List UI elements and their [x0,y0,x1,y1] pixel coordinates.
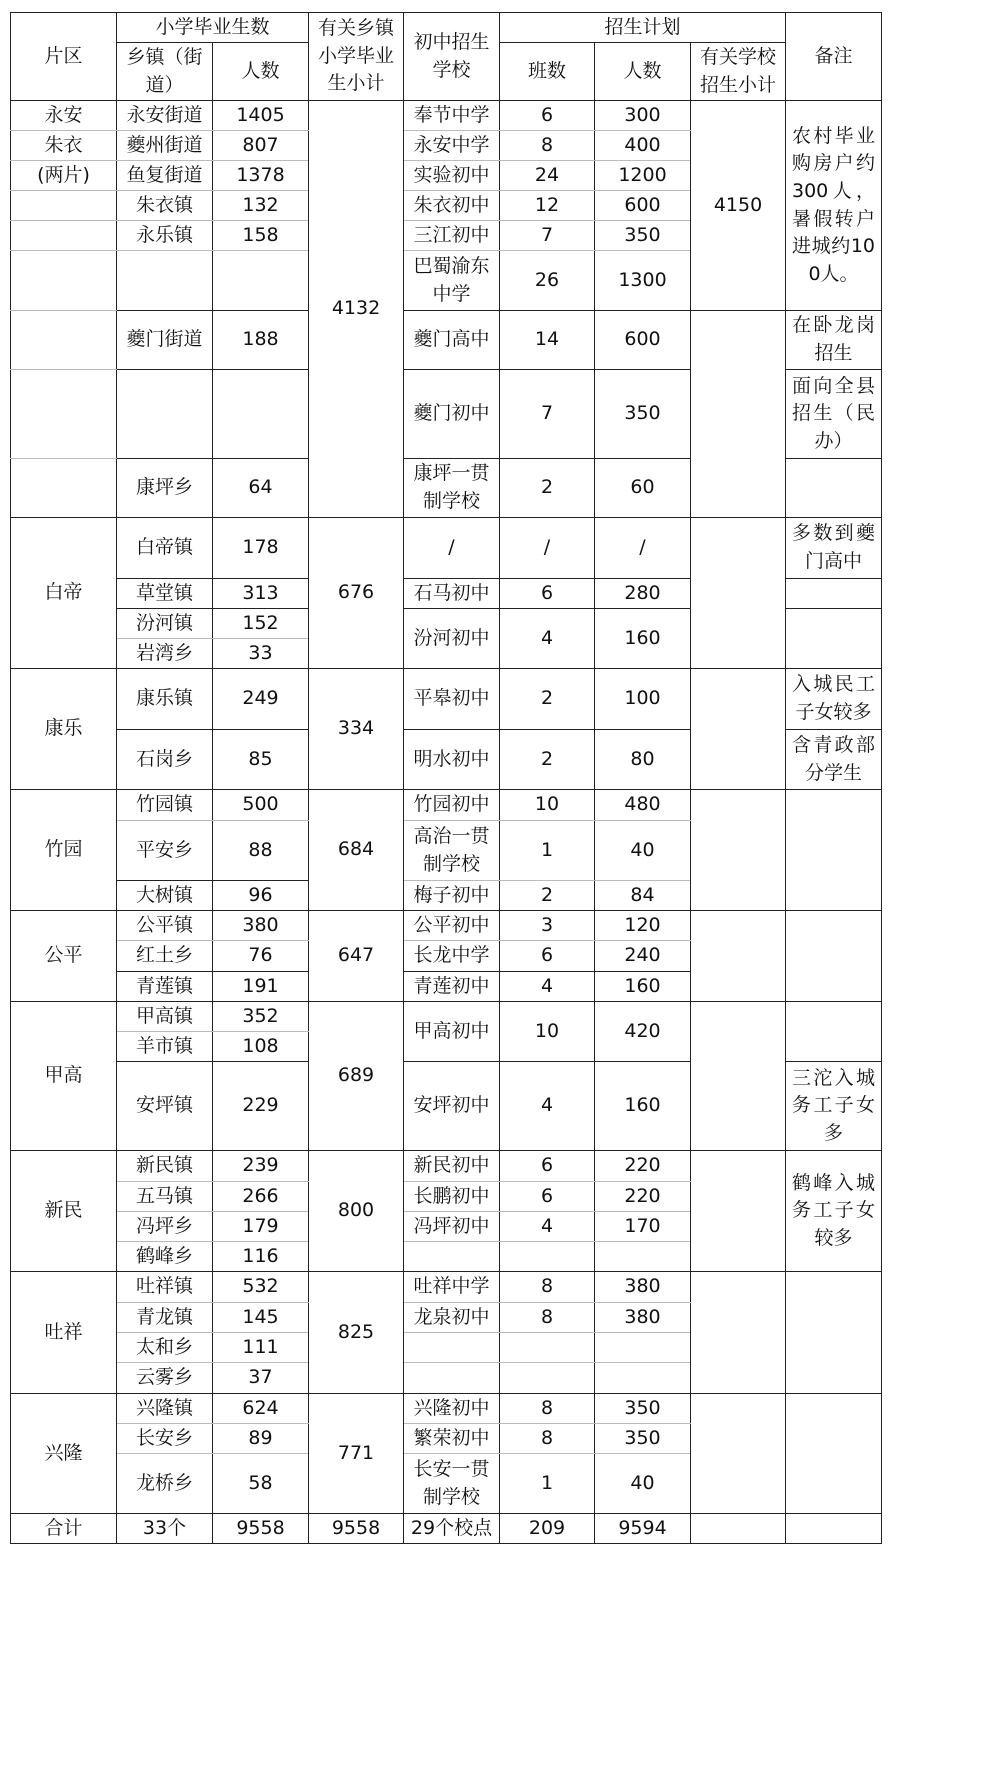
header-area: 片区 [11,13,117,101]
school-cell: 冯坪初中 [404,1212,500,1242]
school-cell: 兴隆初中 [404,1394,500,1424]
school-subtotal-cell [691,1272,786,1394]
grad-count-cell: 1405 [213,101,309,131]
school-cell: 新民初中 [404,1151,500,1182]
enroll-cell: 300 [595,101,691,131]
town-subtotal-cell: 676 [309,518,404,669]
town-cell: 五马镇 [117,1182,213,1212]
enroll-cell: 420 [595,1002,691,1062]
grad-count-cell: 380 [213,911,309,941]
area-cell: (两片) [11,161,117,191]
enroll-cell: 350 [595,1394,691,1424]
town-cell [117,251,213,311]
header-classes: 班数 [500,43,595,101]
area-cell: 朱衣 [11,131,117,161]
town-cell: 新民镇 [117,1151,213,1182]
total-note [786,1514,882,1544]
town-cell: 岩湾乡 [117,639,213,669]
total-grads: 9558 [213,1514,309,1544]
classes-cell: 6 [500,1182,595,1212]
enroll-cell: 220 [595,1182,691,1212]
header-note: 备注 [786,13,882,101]
area-cell [11,221,117,251]
enroll-cell: 240 [595,941,691,972]
note-cell: 在卧龙岗招生 [786,311,882,370]
classes-cell [500,1242,595,1272]
town-cell: 永安街道 [117,101,213,131]
town-cell: 永乐镇 [117,221,213,251]
town-subtotal-cell: 4132 [309,101,404,518]
header-grad-count: 人数 [213,43,309,101]
total-towns: 33个 [117,1514,213,1544]
note-cell [786,1394,882,1514]
school-subtotal-cell [691,911,786,1002]
school-cell: 永安中学 [404,131,500,161]
note-cell: 多数到夔门高中 [786,518,882,579]
town-cell: 草堂镇 [117,579,213,609]
school-cell [404,1333,500,1363]
area-cell: 新民 [11,1151,117,1272]
school-subtotal-cell [691,1002,786,1151]
town-cell: 夔门街道 [117,311,213,370]
school-cell: 长鹏初中 [404,1182,500,1212]
header-enroll-count: 人数 [595,43,691,101]
town-subtotal-cell: 689 [309,1002,404,1151]
header-town-subtotal: 有关乡镇小学毕业生小计 [309,13,404,101]
total-classes: 209 [500,1514,595,1544]
classes-cell: 14 [500,311,595,370]
town-cell: 甲高镇 [117,1002,213,1032]
enroll-cell: 160 [595,609,691,669]
classes-cell: 10 [500,790,595,821]
town-cell: 汾河镇 [117,609,213,639]
enroll-cell: 40 [595,1454,691,1514]
school-cell: 公平初中 [404,911,500,941]
town-cell: 兴隆镇 [117,1394,213,1424]
grad-count-cell: 500 [213,790,309,821]
enroll-cell [595,1363,691,1394]
grad-count-cell: 88 [213,821,309,881]
grad-count-cell: 89 [213,1424,309,1454]
school-cell: 繁荣初中 [404,1424,500,1454]
town-cell: 大树镇 [117,881,213,911]
note-cell: 农村毕业购房户约300人，暑假转户进城约100人。 [786,101,882,311]
town-subtotal-cell: 800 [309,1151,404,1272]
grad-count-cell: 96 [213,881,309,911]
note-cell: 三沱入城务工子女多 [786,1062,882,1151]
school-cell: 长安一贯制学校 [404,1454,500,1514]
enroll-cell: 380 [595,1272,691,1303]
school-cell: 平皋初中 [404,669,500,730]
note-cell [786,790,882,911]
note-cell [786,579,882,609]
classes-cell: 2 [500,669,595,730]
enroll-cell: 100 [595,669,691,730]
classes-cell: 6 [500,101,595,131]
total-enroll: 9594 [595,1514,691,1544]
enroll-cell: 80 [595,730,691,790]
area-cell: 竹园 [11,790,117,911]
grad-count-cell [213,370,309,459]
grad-count-cell: 313 [213,579,309,609]
grad-count-cell: 116 [213,1242,309,1272]
note-cell: 含青政部分学生 [786,730,882,790]
school-cell: 实验初中 [404,161,500,191]
classes-cell: 6 [500,941,595,972]
town-subtotal-cell: 684 [309,790,404,911]
grad-count-cell: 229 [213,1062,309,1151]
grad-count-cell: 191 [213,972,309,1002]
grad-count-cell: 807 [213,131,309,161]
town-cell: 朱衣镇 [117,191,213,221]
enroll-cell: 1200 [595,161,691,191]
header-school-subtotal: 有关学校招生小计 [691,43,786,101]
town-cell: 青龙镇 [117,1303,213,1333]
header-grads-group: 小学毕业生数 [117,13,309,43]
enroll-cell: 1300 [595,251,691,311]
area-cell: 康乐 [11,669,117,790]
grad-count-cell [213,251,309,311]
enroll-cell: 400 [595,131,691,161]
grad-count-cell: 266 [213,1182,309,1212]
town-cell: 竹园镇 [117,790,213,821]
total-school-subtotal [691,1514,786,1544]
grad-count-cell: 64 [213,459,309,518]
enroll-cell [595,1242,691,1272]
town-cell: 红土乡 [117,941,213,972]
enroll-cell: 350 [595,221,691,251]
classes-cell: 1 [500,821,595,881]
enroll-cell: 160 [595,1062,691,1151]
grad-count-cell: 239 [213,1151,309,1182]
school-cell: 夔门高中 [404,311,500,370]
enroll-cell: 160 [595,972,691,1002]
grad-count-cell: 58 [213,1454,309,1514]
grad-count-cell: 352 [213,1002,309,1032]
area-cell [11,459,117,518]
area-cell: 兴隆 [11,1394,117,1514]
school-cell: 长龙中学 [404,941,500,972]
grad-count-cell: 145 [213,1303,309,1333]
grad-count-cell: 85 [213,730,309,790]
school-cell: 康坪一贯制学校 [404,459,500,518]
note-cell [786,609,882,669]
school-cell: 竹园初中 [404,790,500,821]
school-cell: 吐祥中学 [404,1272,500,1303]
school-cell: 甲高初中 [404,1002,500,1062]
classes-cell: 8 [500,1424,595,1454]
school-cell: 明水初中 [404,730,500,790]
enroll-cell: 220 [595,1151,691,1182]
enroll-cell: 84 [595,881,691,911]
grad-count-cell: 179 [213,1212,309,1242]
classes-cell: 8 [500,1272,595,1303]
town-cell: 公平镇 [117,911,213,941]
classes-cell: 8 [500,1394,595,1424]
grad-count-cell: 132 [213,191,309,221]
enroll-cell: 350 [595,370,691,459]
area-cell [11,311,117,370]
school-cell [404,1242,500,1272]
enroll-cell: 350 [595,1424,691,1454]
classes-cell: 2 [500,881,595,911]
classes-cell: 6 [500,1151,595,1182]
school-subtotal-cell: 4150 [691,101,786,311]
classes-cell: 12 [500,191,595,221]
grad-count-cell: 532 [213,1272,309,1303]
school-subtotal-cell [691,669,786,790]
classes-cell: 4 [500,1212,595,1242]
town-cell: 羊市镇 [117,1032,213,1062]
town-cell: 安坪镇 [117,1062,213,1151]
town-cell: 白帝镇 [117,518,213,579]
area-cell [11,370,117,459]
school-cell: 高治一贯制学校 [404,821,500,881]
school-cell: 奉节中学 [404,101,500,131]
grad-count-cell: 33 [213,639,309,669]
enroll-cell: 120 [595,911,691,941]
enroll-cell: 480 [595,790,691,821]
note-cell: 面向全县招生（民办） [786,370,882,459]
note-cell [786,1272,882,1394]
grad-count-cell: 1378 [213,161,309,191]
school-cell: / [404,518,500,579]
note-cell: 鹤峰入城务工子女较多 [786,1151,882,1272]
note-cell [786,459,882,518]
classes-cell: 4 [500,1062,595,1151]
town-cell [117,370,213,459]
area-cell: 永安 [11,101,117,131]
area-cell [11,191,117,221]
grad-count-cell: 76 [213,941,309,972]
town-cell: 平安乡 [117,821,213,881]
school-cell [404,1363,500,1394]
grad-count-cell: 178 [213,518,309,579]
enroll-cell: / [595,518,691,579]
area-cell: 甲高 [11,1002,117,1151]
enroll-cell [595,1333,691,1363]
grad-count-cell: 108 [213,1032,309,1062]
note-cell [786,1002,882,1062]
school-cell: 夔门初中 [404,370,500,459]
enroll-cell: 600 [595,191,691,221]
grad-count-cell: 152 [213,609,309,639]
header-plan-group: 招生计划 [500,13,786,43]
town-cell: 长安乡 [117,1424,213,1454]
school-cell: 梅子初中 [404,881,500,911]
school-cell: 朱衣初中 [404,191,500,221]
total-label: 合计 [11,1514,117,1544]
town-cell: 鱼复街道 [117,161,213,191]
grad-count-cell: 111 [213,1333,309,1363]
town-subtotal-cell: 771 [309,1394,404,1514]
enroll-cell: 60 [595,459,691,518]
classes-cell: 8 [500,131,595,161]
classes-cell: 1 [500,1454,595,1514]
enroll-cell: 170 [595,1212,691,1242]
town-cell: 吐祥镇 [117,1272,213,1303]
classes-cell: 26 [500,251,595,311]
classes-cell: 6 [500,579,595,609]
header-school: 初中招生学校 [404,13,500,101]
school-subtotal-cell [691,459,786,518]
school-cell: 青莲初中 [404,972,500,1002]
town-cell: 太和乡 [117,1333,213,1363]
school-cell: 汾河初中 [404,609,500,669]
school-subtotal-cell [691,518,786,669]
school-cell: 安坪初中 [404,1062,500,1151]
classes-cell: 7 [500,370,595,459]
town-cell: 康乐镇 [117,669,213,730]
enroll-cell: 600 [595,311,691,370]
grad-count-cell: 624 [213,1394,309,1424]
school-subtotal-cell [691,311,786,370]
total-subtotal: 9558 [309,1514,404,1544]
header-town: 乡镇（街道） [117,43,213,101]
area-cell: 公平 [11,911,117,1002]
area-cell [11,251,117,311]
classes-cell [500,1363,595,1394]
school-subtotal-cell [691,1151,786,1272]
grad-count-cell: 188 [213,311,309,370]
classes-cell: 10 [500,1002,595,1062]
grad-count-cell: 37 [213,1363,309,1394]
classes-cell: 24 [500,161,595,191]
classes-cell: 2 [500,459,595,518]
town-cell: 夔州街道 [117,131,213,161]
area-cell: 白帝 [11,518,117,669]
school-cell: 三江初中 [404,221,500,251]
classes-cell: 7 [500,221,595,251]
enroll-cell: 40 [595,821,691,881]
note-cell: 入城民工子女较多 [786,669,882,730]
note-cell [786,911,882,1002]
school-subtotal-cell [691,790,786,911]
town-cell: 龙桥乡 [117,1454,213,1514]
grad-count-cell: 249 [213,669,309,730]
school-subtotal-cell [691,1394,786,1514]
town-cell: 鹤峰乡 [117,1242,213,1272]
classes-cell: 8 [500,1303,595,1333]
town-subtotal-cell: 825 [309,1272,404,1394]
school-cell: 石马初中 [404,579,500,609]
classes-cell: 3 [500,911,595,941]
classes-cell: 2 [500,730,595,790]
school-cell: 龙泉初中 [404,1303,500,1333]
classes-cell: 4 [500,972,595,1002]
grad-count-cell: 158 [213,221,309,251]
area-cell: 吐祥 [11,1272,117,1394]
town-subtotal-cell: 334 [309,669,404,790]
town-cell: 石岗乡 [117,730,213,790]
classes-cell: 4 [500,609,595,669]
town-cell: 青莲镇 [117,972,213,1002]
enroll-cell: 280 [595,579,691,609]
school-subtotal-cell [691,370,786,459]
enroll-cell: 380 [595,1303,691,1333]
school-cell: 巴蜀渝东中学 [404,251,500,311]
classes-cell: / [500,518,595,579]
enrollment-table [10,12,882,1544]
town-subtotal-cell: 647 [309,911,404,1002]
total-schools: 29个校点 [404,1514,500,1544]
classes-cell [500,1333,595,1363]
town-cell: 康坪乡 [117,459,213,518]
town-cell: 云雾乡 [117,1363,213,1394]
town-cell: 冯坪乡 [117,1212,213,1242]
